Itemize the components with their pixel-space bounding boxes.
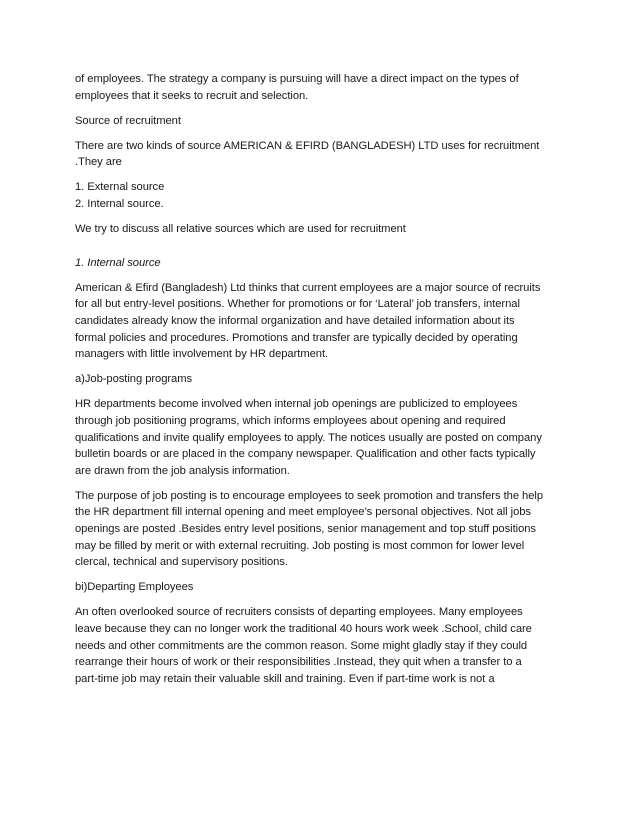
heading-text: a)Job-posting programs — [75, 373, 193, 386]
list-item: 2. Internal source. — [75, 198, 164, 211]
heading-text: 1. Internal source — [75, 256, 161, 269]
heading-job-posting — [75, 371, 570, 388]
heading-departing-employees — [75, 579, 570, 596]
paragraph-job-posting — [75, 396, 570, 479]
text-line: qualifications and invite qualify employees to apply. The notices usually are posted on company — [75, 431, 542, 444]
text-line: rearrange their hours of work or their responsibilities .Instead, they quit when a transfer to a — [75, 656, 522, 669]
source-list — [75, 179, 570, 212]
text-line: leave because they can no longer work the traditional 40 hours work week .School, child care — [75, 623, 532, 636]
text-line: through job positioning programs, which informs employees about opening and required — [75, 415, 506, 427]
text-line: bulletin boards or are placed in the company newspaper. Qualification and other facts typically — [75, 448, 536, 461]
paragraph-job-posting-purpose — [75, 488, 570, 571]
text-line: There are two kinds of source AMERICAN & EFIRD (BANGLADESH) LTD uses for recruitment — [75, 139, 540, 152]
text-line: the HR department fill internal opening and meet employee’s personal objectives. Not all jobs — [75, 506, 531, 519]
text-line: formal policies and procedures. Promotions and transfer are typically decided by operating — [75, 331, 518, 344]
heading-text: Source of recruitment — [75, 114, 181, 127]
text-line: HR departments become involved when internal job openings are publicized to employees — [75, 398, 518, 411]
text-line: managers with little involvement by HR department. — [75, 348, 329, 361]
text-line: part-time job may retain their valuable skill and training. Even if part-time work is not a — [75, 672, 495, 685]
heading-text: bi)Departing Employees — [75, 581, 194, 594]
text-line: We try to discuss all relative sources which are used for recruitment — [75, 223, 406, 236]
text-line: for all but entry-level positions. Whether for promotions or for ‘Lateral’ job transfers, internal — [75, 298, 520, 311]
text-line: The purpose of job posting is to encourage employees to seek promotion and transfers the help — [75, 489, 544, 502]
heading-internal-source — [75, 255, 570, 272]
text-line: .They are — [75, 156, 122, 169]
text-line: needs and other commitments are the common reason. Some might gladly stay if they could — [75, 639, 528, 652]
text-line: openings are posted .Besides entry level positions, senior management and top stuff positions — [75, 523, 536, 536]
text-line: candidates already know the informal organization and have detailed information about its — [75, 315, 515, 328]
text-line: may be filled by merit or with external recruiting. Job posting is most common for lower level — [75, 539, 525, 552]
text-line: are drawn from the job analysis information. — [75, 464, 290, 477]
paragraph-internal-source — [75, 280, 570, 363]
paragraph-departing-employees — [75, 604, 570, 687]
document-body — [75, 71, 570, 696]
list-item: 1. External source — [75, 181, 165, 194]
text-line: of employees. The strategy a company is pursuing will have a direct impact on the types of — [75, 73, 519, 85]
text-line: American & Efird (Bangladesh) Ltd thinks that current employees are a major source of recruits — [75, 281, 541, 294]
paragraph-discuss — [75, 221, 570, 238]
paragraph-intro — [75, 71, 570, 104]
text-line: employees that it seeks to recruit and selection. — [75, 89, 309, 102]
text-line: clercal, technical and supervisory positions. — [75, 556, 288, 569]
text-line: An often overlooked source of recruiters consists of departing employees. Many employees — [75, 606, 523, 619]
paragraph-two-kinds — [75, 138, 570, 171]
heading-source-of-recruitment — [75, 113, 570, 130]
